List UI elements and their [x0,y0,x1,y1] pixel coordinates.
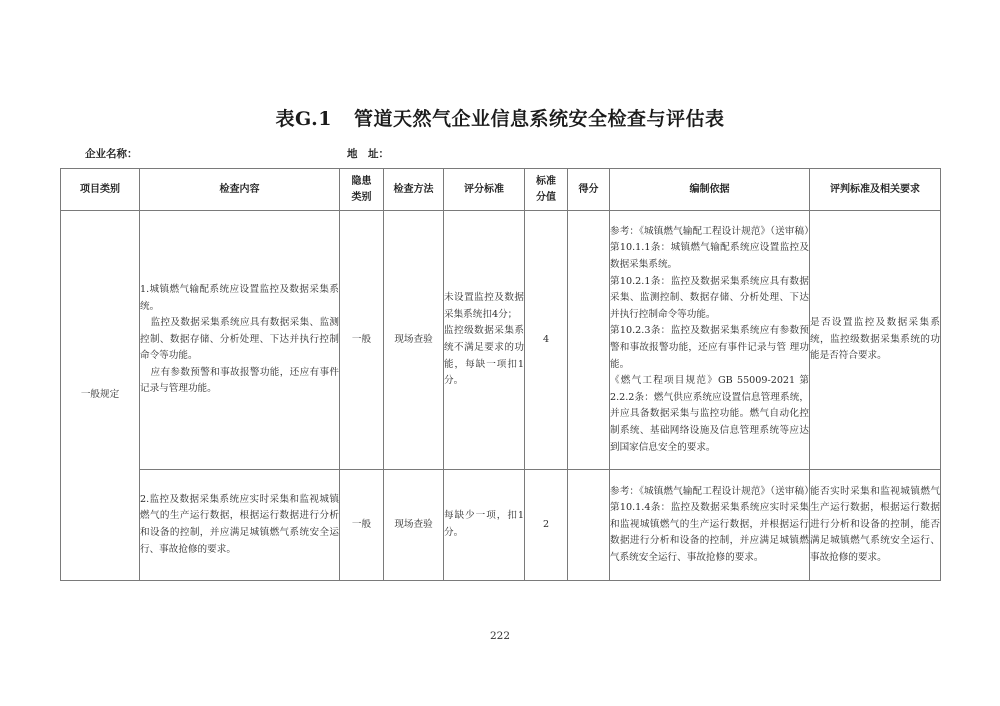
content-cell [140,470,340,581]
table-row [61,470,941,581]
standard-score-cell: 2 [525,470,568,581]
content-paragraph: 2.监控及数据采集系统应实时采集和监视城镇燃气的生产运行数据，根据运行数据进行分析和设备的控制，并应满足城镇燃气系统安全运行、事故抢修的要求。 [140,493,339,555]
header-standard-score-text: 标准分值 [536,175,556,203]
header-hazard-type [340,169,384,211]
score-cell[interactable] [568,470,610,581]
criteria-cell: 能否实时采集和监视城镇燃气生产运行数据，根据运行数据进行分析和设备的控制，能否满足城镇燃气系统安全运行、事故抢修的要求。 [810,470,941,581]
content-paragraph: 1.城镇燃气输配系统应设置监控及数据采集系统。 [140,283,339,312]
scoring-cell [444,470,525,581]
method-cell: 现场查验 [384,470,444,581]
scoring-paragraph: 每缺少一项，扣1分。 [444,510,524,538]
company-name-label: 企业名称： [85,148,138,160]
category-cell: 一般规定 [61,211,140,581]
method-cell: 现场查验 [384,211,444,470]
page-number: 222 [489,630,511,642]
header-criteria: 评判标准及相关要求 [810,169,941,211]
scoring-cell [444,211,525,470]
scoring-paragraph: 监控级数据采集系统不满足要求的功能，每缺一项扣1分。 [444,325,524,387]
basis-paragraph: 《燃气工程项目规范》GB 55009-2021 第2.2.2条：燃气供应系统应设置信息管理系统，并应具备数据采集与监控功能。燃气自动化控制系统、基础网络设施及信息管理系统等应达到国家信息安全的要求。 [610,375,809,453]
header-basis: 编制依据 [610,169,810,211]
header-scoring: 评分标准 [444,169,525,211]
document-title [0,104,1000,131]
basis-paragraph: 第10.2.3条：监控及数据采集系统应有参数预警和事故报警功能，还应有事件记录与管 理功能。 [610,325,809,370]
table-row [61,211,941,470]
basis-paragraph: 参考：《城镇燃气输配工程设计规范》（送审稿）第10.1.4条：监控及数据采集系统应实时采集和监视城镇燃气的生产运行数据，并根据运行数据进行分析和设备的控制，并应满足城镇燃气系统安全运行、事故抢修的要求。 [610,485,809,563]
basis-paragraph: 第10.2.1条：监控及数据采集系统应具有数据采集、监测控制、数据存储、分析处理、下达并执行控制命令等功能。 [610,275,809,320]
title-text: 管道天然气企业信息系统安全检查与评估表 [353,108,725,130]
header-score: 得分 [568,169,610,211]
header-content: 检查内容 [140,169,340,211]
scoring-paragraph: 未设置监控及数据采集系统扣4分； [444,292,524,320]
content-paragraph: 监控及数据采集系统应具有数据采集、监测控制、数据存储、分析处理、下达并执行控制命令等功能。 [140,317,339,362]
content-paragraph: 应有参数预警和事故报警功能，还应有事件记录与管理功能。 [140,366,339,395]
title-code: 表G.1 [275,108,332,130]
content-cell [140,211,340,470]
header-hazard-type-text: 隐患类别 [351,175,372,203]
standard-score-cell: 4 [525,211,568,470]
header-standard-score [525,169,568,211]
criteria-cell: 是否设置监控及数据采集系统，监控级数据采集系统的功能是否符合要求。 [810,211,941,470]
inspection-table [60,168,941,581]
basis-cell [610,470,810,581]
basis-paragraph: 参考：《城镇燃气输配工程设计规范》（送审稿）第10.1.1条：城镇燃气输配系统应设置监控及数据采集系统。 [610,225,809,271]
table-header-row [61,169,941,211]
basis-cell [610,211,810,470]
hazard-type-cell: 一般 [340,211,384,470]
score-cell[interactable] [568,211,610,470]
header-method: 检查方法 [384,169,444,211]
header-category: 项目类别 [61,169,140,211]
address-label: 地 址： [347,148,389,160]
hazard-type-cell: 一般 [340,470,384,581]
